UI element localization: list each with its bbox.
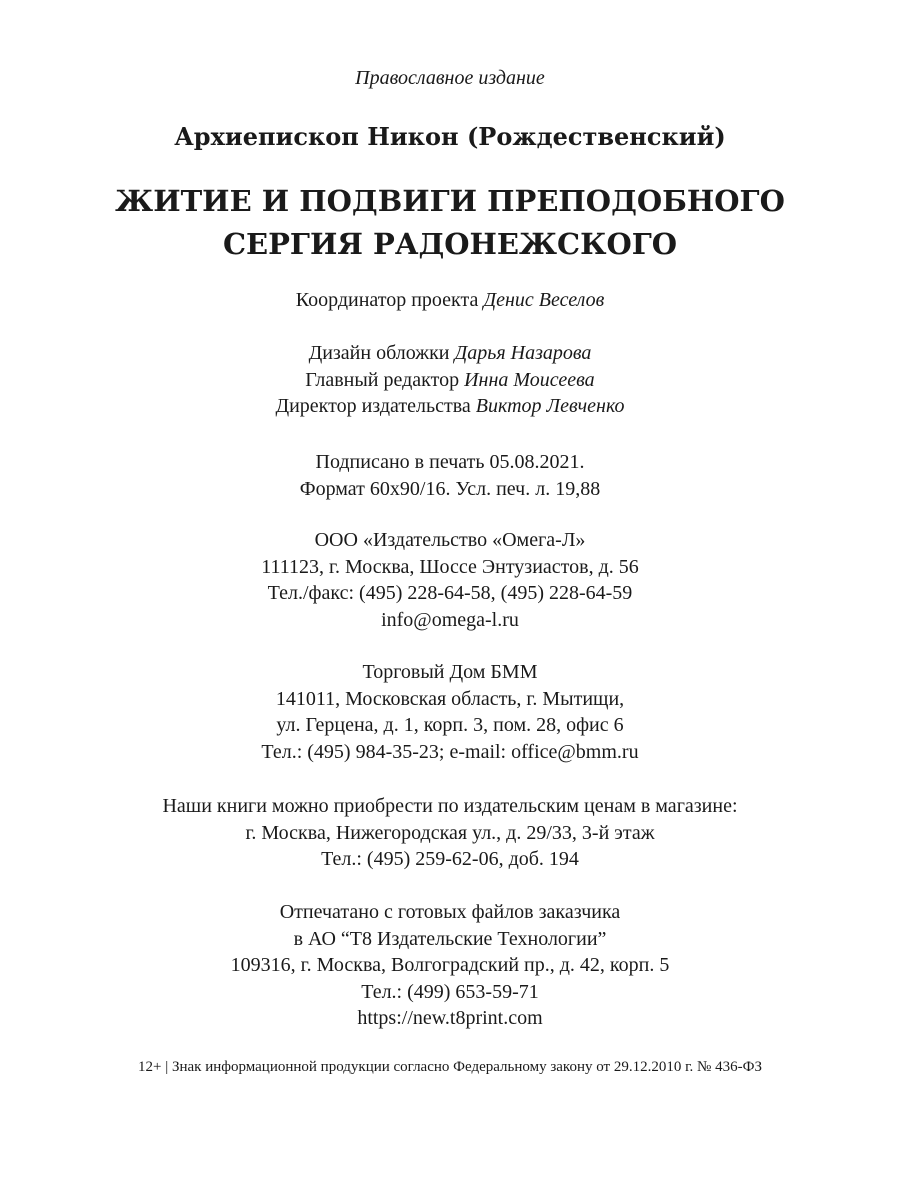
trade-house-name: Торговый Дом БММ [362, 661, 538, 683]
printer-name: в АО “Т8 Издательские Технологии” [293, 927, 607, 950]
publisher-phone: Тел./факс: (495) 228-64-58, (495) 228-64-59 [267, 582, 633, 604]
printer-line: Отпечатано с готовых файлов заказчика [279, 901, 621, 923]
credit-name: Виктор Левченко [475, 395, 625, 417]
print-info-line: Подписано в печать 05.08.2021. [315, 451, 585, 473]
printer-phone: Тел.: (499) 653-59-71 [361, 980, 539, 1003]
printer-address: 109316, г. Москва, Волгоградский пр., д. 42, корп. 5 [230, 954, 670, 976]
print-info-line: Формат 60х90/16. Усл. печ. л. 19,88 [299, 477, 601, 500]
trade-house-address: ул. Герцена, д. 1, корп. 3, пом. 28, офис 6 [276, 714, 624, 736]
age-rating-note: 12+ | Знак информационной продукции согласно Федеральному закону от 29.12.2010 г. № 436-ФЗ [138, 1059, 762, 1075]
printer-info [0, 899, 900, 1032]
publisher-address: 111123, г. Москва, Шоссе Энтузиастов, д. 56 [261, 555, 639, 578]
credit-role: Координатор проекта [295, 289, 484, 311]
staff-credit [0, 393, 900, 420]
trade-house-info [0, 659, 900, 765]
printer-website: https://new.t8print.com [357, 1007, 543, 1029]
credit-name: Инна Моисеева [464, 368, 595, 391]
staff-credits [0, 340, 900, 420]
coordinator-credit [0, 287, 900, 314]
shop-phone: Тел.: (495) 259-62-06, доб. 194 [321, 848, 579, 870]
print-info [0, 449, 900, 502]
staff-credit [0, 340, 900, 367]
publisher-name: ООО «Издательство «Омега-Л» [314, 529, 586, 551]
credit-name: Денис Веселов [483, 289, 605, 311]
credit-role: Главный редактор [305, 368, 465, 391]
book-title-line: СЕРГИЯ РАДОНЕЖСКОГО [222, 227, 678, 261]
trade-house-contacts: Тел.: (495) 984-35-23; e-mail: office@bmm.ru [261, 740, 639, 763]
publisher-info [0, 527, 900, 633]
book-title [0, 180, 900, 266]
author-name: Архиепископ Никон (Рождественский) [174, 122, 726, 151]
trade-house-address: 141011, Московская область, г. Мытищи, [275, 687, 625, 710]
book-title-line: ЖИТИЕ И ПОДВИГИ ПРЕПОДОБНОГО [115, 184, 785, 218]
shop-line: Наши книги можно приобрести по издательским ценам в магазине: [162, 795, 738, 817]
credit-name: Дарья Назарова [454, 342, 592, 364]
publisher-email: info@omega-l.ru [381, 608, 519, 631]
credit-role: Директор издательства [275, 395, 476, 417]
credit-role: Дизайн обложки [308, 342, 455, 364]
shop-info [0, 793, 900, 873]
edition-label: Православное издание [355, 67, 545, 89]
staff-credit [0, 367, 900, 394]
shop-address: г. Москва, Нижегородская ул., д. 29/33, 3-й этаж [245, 821, 655, 844]
